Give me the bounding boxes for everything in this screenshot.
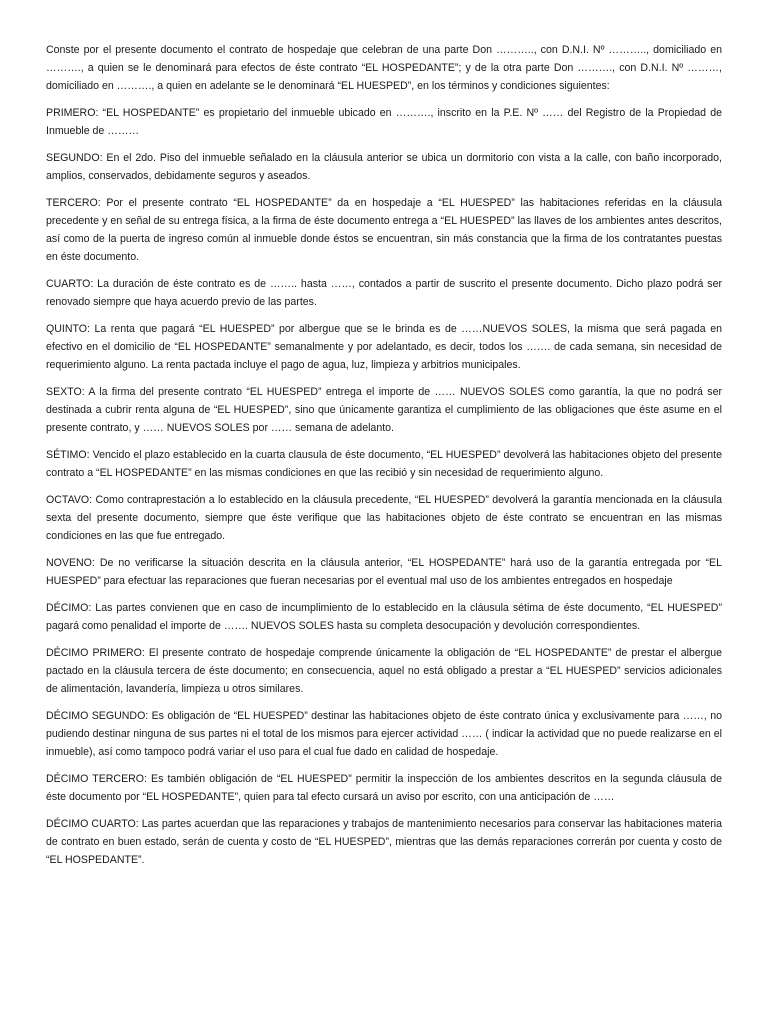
paragraph-cuarto: CUARTO: La duración de éste contrato es de …….. hasta ……, contados a partir de suscrito el presente documento. Dicho plazo podrá ser renovado siempre que haya acuerdo previo de las partes. xyxy=(46,278,722,308)
paragraph-segundo: SEGUNDO: En el 2do. Piso del inmueble señalado en la cláusula anterior se ubica un dormitorio con vista a la calle, con baño incorporado, amplios, conservados, debidamente seguros y aseados. xyxy=(46,152,722,182)
paragraph-sexto: SEXTO: A la firma del presente contrato “EL HUESPED” entrega el importe de …… NUEVOS SOLES como garantía, la que no podrá ser destinada a cubrir renta alguna de “EL HUESPED”, sino que únicamente garantiza el cumplimiento de las obligaciones que éste asume en el presente contrato, y …… NUEVOS SOLES por …… semana de adelanto. xyxy=(46,386,722,434)
paragraph-preamble: Conste por el presente documento el contrato de hospedaje que celebran de una parte Don ……….., con D.N.I. Nº ……….., domiciliado en ………., a quien se le denominará para efectos de éste contrato “EL HOSPEDANTE”; y de la otra parte Don ………., con D.N.I. Nº ………, domiciliado en ………., a quien en adelante se le denominará “EL HUESPED”, en los términos y condiciones siguientes: xyxy=(46,44,722,92)
contract-body xyxy=(46,41,722,878)
paragraph-quinto: QUINTO: La renta que pagará “EL HUESPED” por albergue que se le brinda es de ……NUEVOS SOLES, la misma que será pagada en efectivo en el domicilio de “EL HOSPEDANTE” semanalmente y por adelantado, es decir, todos los ……. de cada semana, sin necesidad de requerimiento alguno. La renta pactada incluye el pago de agua, luz, limpieza y arbitrios municipales. xyxy=(46,323,722,371)
paragraph-octavo: OCTAVO: Como contraprestación a lo establecido en la cláusula precedente, “EL HUESPED” devolverá la garantía mencionada en la cláusula sexta del presente documento, siempre que éste verifique que las habitaciones objeto de éste contrato se encuentran en las mismas condiciones en las que fue entregado. xyxy=(46,494,722,542)
paragraph-noveno: NOVENO: De no verificarse la situación descrita en la cláusula anterior, “EL HOSPEDANTE” hará uso de la garantía entregada por “EL HUESPED” para efectuar las reparaciones que fueran necesarias por el eventual mal uso de los ambientes entregados en hospedaje xyxy=(46,557,722,587)
paragraph-decimo: DÉCIMO: Las partes convienen que en caso de incumplimiento de lo establecido en la cláusula sétima de éste documento, “EL HUESPED” pagará como penalidad el importe de ……. NUEVOS SOLES hasta su completa desocupación y devolución correspondientes. xyxy=(46,602,722,632)
paragraph-decimo-segundo: DÉCIMO SEGUNDO: Es obligación de “EL HUESPED” destinar las habitaciones objeto de éste contrato única y exclusivamente para ……, no pudiendo destinar ninguna de sus partes ni el total de los mismos para ejercer actividad …… ( indicar la actividad que no puede realizarse en el inmueble), así como tampoco podrá variar el uso para el cual fue dado en calidad de hospedaje. xyxy=(46,710,722,758)
paragraph-primero: PRIMERO: “EL HOSPEDANTE” es propietario del inmueble ubicado en ………., inscrito en la P.E. Nº …… del Registro de la Propiedad de Inmueble de ……… xyxy=(46,107,722,137)
paragraph-decimo-tercero: DÉCIMO TERCERO: Es también obligación de “EL HUESPED” permitir la inspección de los ambientes descritos en la segunda cláusula de éste documento por “EL HOSPEDANTE”, quien para tal efecto cursará un aviso por escrito, con una anticipación de …… xyxy=(46,773,722,803)
paragraph-setimo: SÉTIMO: Vencido el plazo establecido en la cuarta clausula de éste documento, “EL HUESPED” devolverá las habitaciones objeto del presente contrato a “EL HOSPEDANTE” en las mismas condiciones en que las recibió y sin necesidad de requerimiento alguno. xyxy=(46,449,722,479)
paragraph-tercero: TERCERO: Por el presente contrato “EL HOSPEDANTE” da en hospedaje a “EL HUESPED” las habitaciones referidas en la cláusula precedente y en señal de su entrega física, a la firma de éste documento entrega a “EL HUESPED” las llaves de los ambientes antes descritos, así como de la puerta de ingreso común al inmueble donde éstos se encuentran, sin más constancia que la firma de los contratantes puestas en éste documento. xyxy=(46,197,722,263)
paragraph-decimo-cuarto: DÉCIMO CUARTO: Las partes acuerdan que las reparaciones y trabajos de mantenimiento necesarios para conservar las habitaciones materia de contrato en buen estado, serán de cuenta y costo de “EL HUESPED”, mientras que las demás reparaciones correrán por cuenta y costo de “EL HOSPEDANTE”. xyxy=(46,818,722,866)
paragraph-decimo-primero: DÉCIMO PRIMERO: El presente contrato de hospedaje comprende únicamente la obligación de “EL HOSPEDANTE” de prestar el albergue pactado en la cláusula tercera de éste documento; en consecuencia, aquel no está obligado a prestar a “EL HUESPED” servicios adicionales de alimentación, lavandería, limpieza u otros similares. xyxy=(46,647,722,695)
